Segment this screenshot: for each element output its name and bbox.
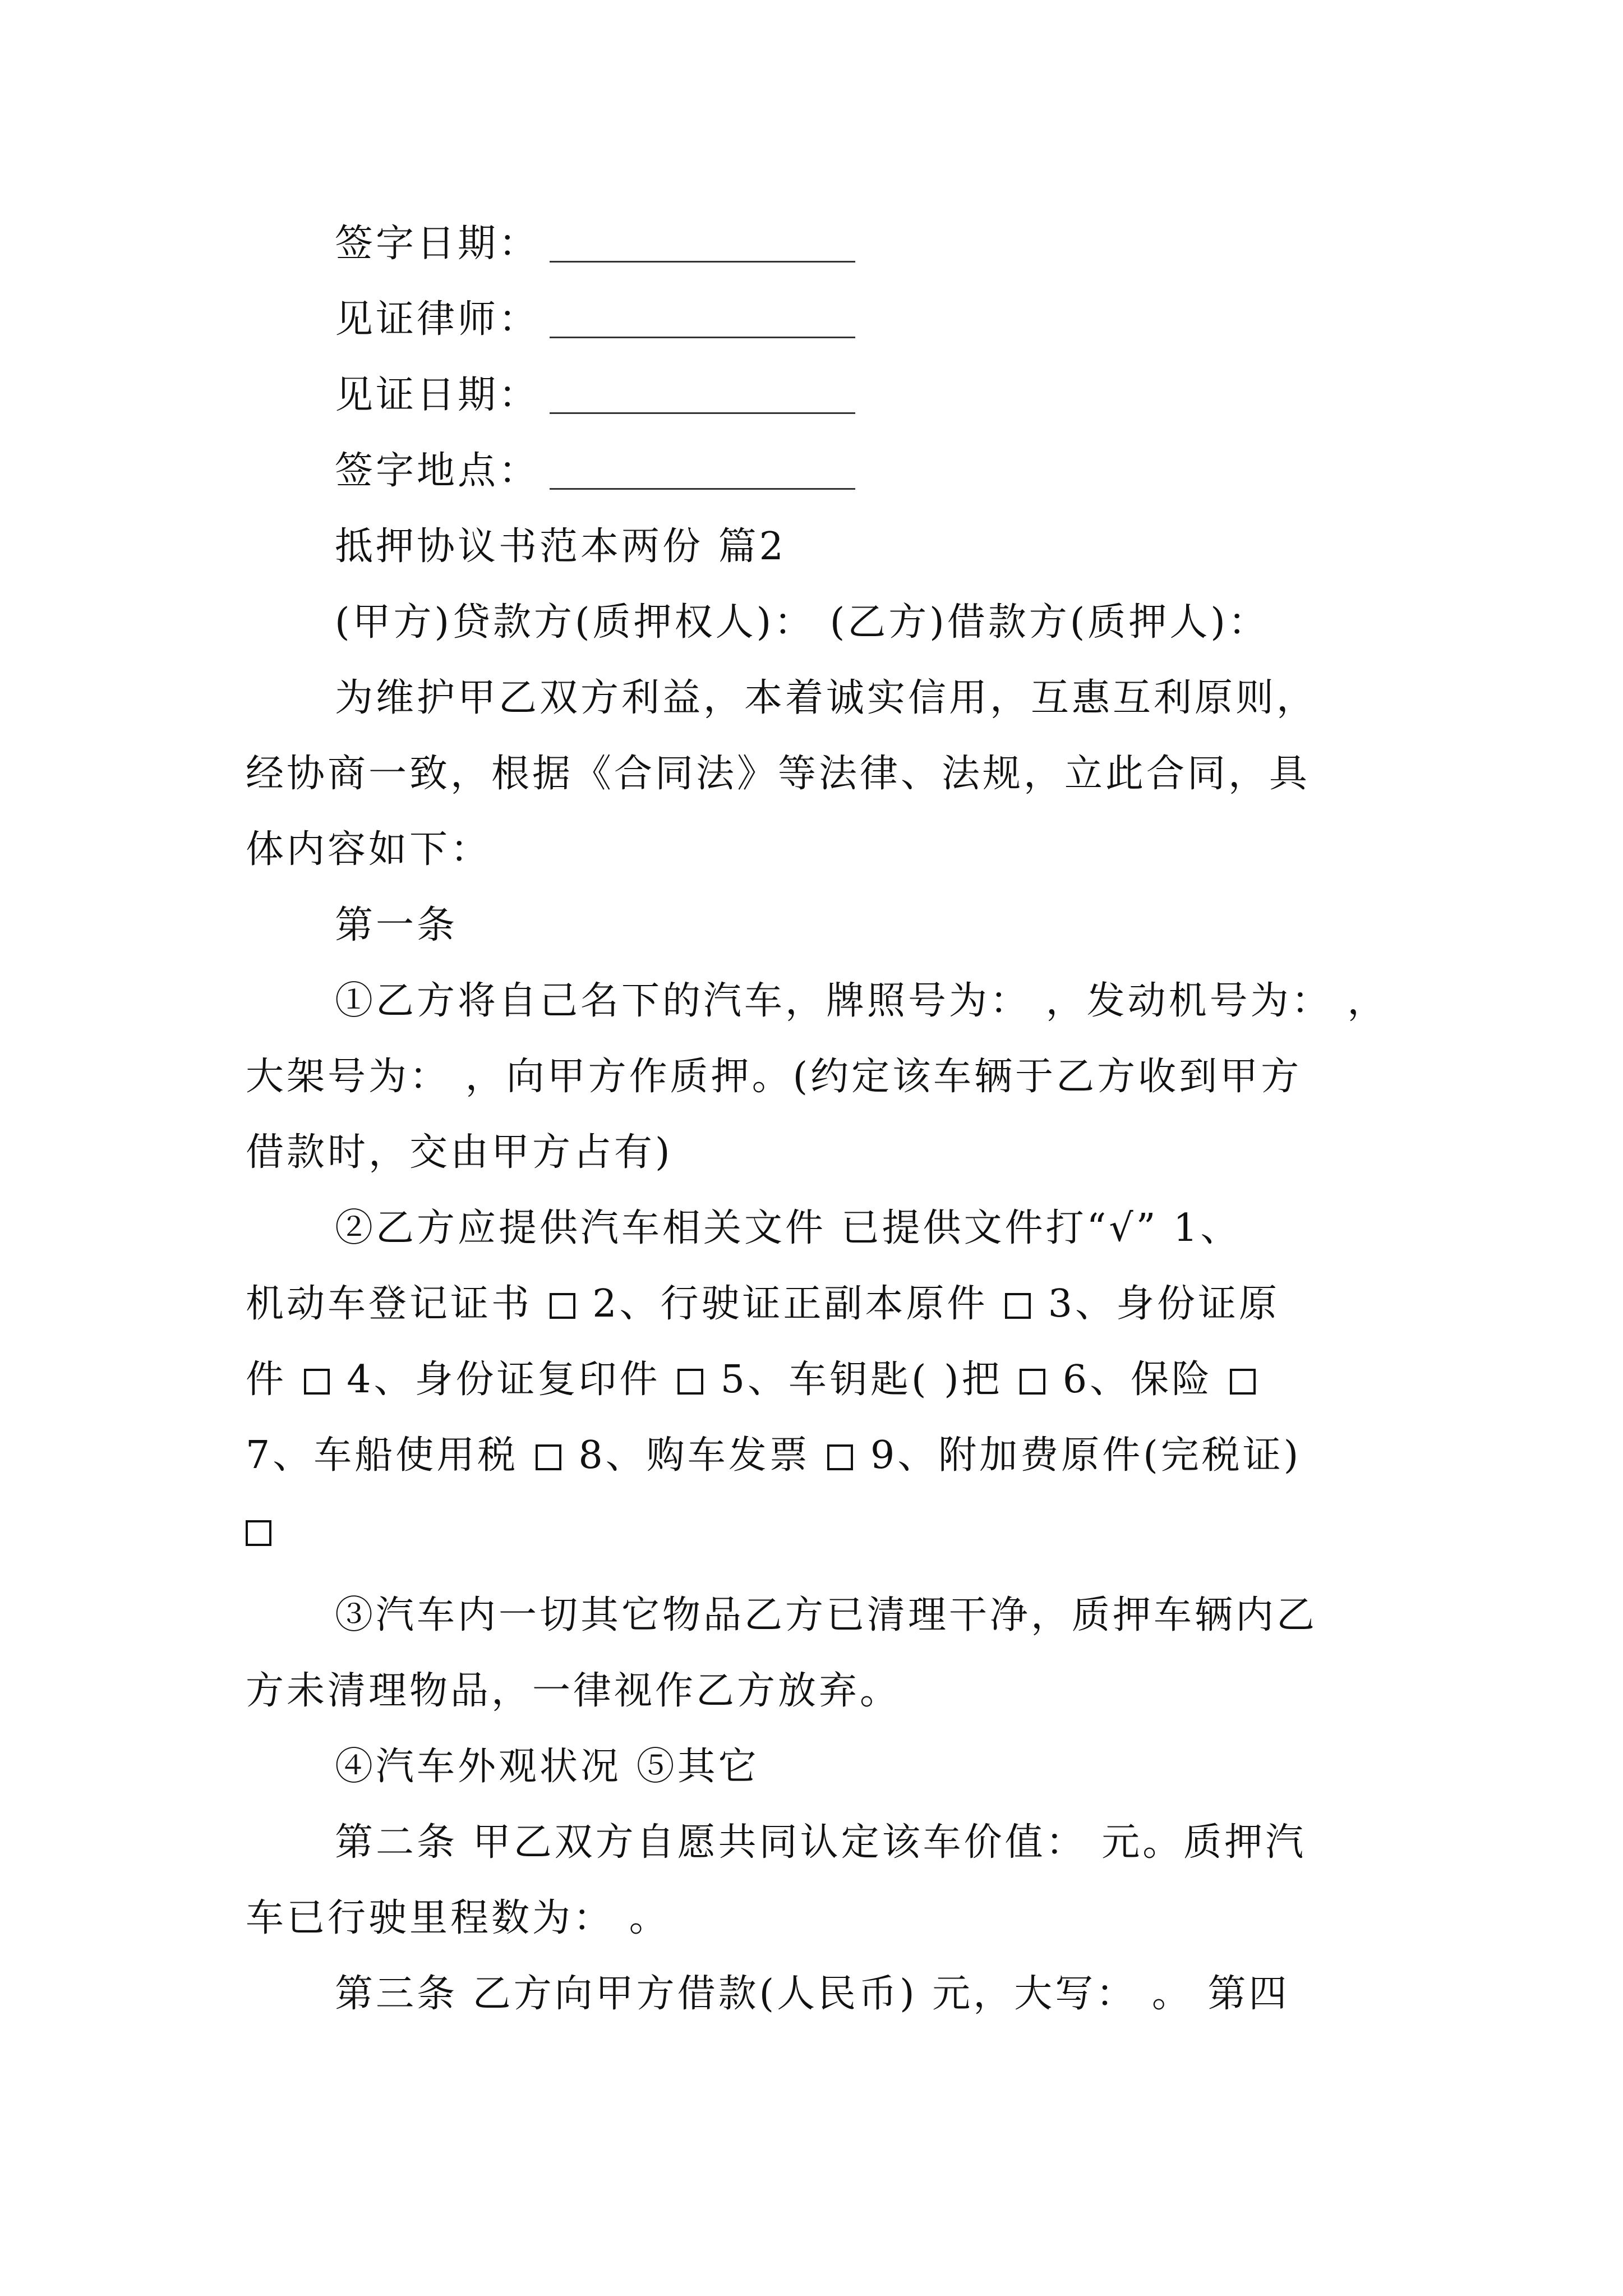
intro-line-2: 经协商一致，根据《合同法》等法律、法规，立此合同，具 [246, 752, 1311, 796]
signing-place-label: 签字地点： [335, 449, 540, 493]
parties-line: (甲方)贷款方(质押权人)： (乙方)借款方(质押人)： [335, 600, 1269, 645]
doc-id-copy-label: 4、身份证复印件 [331, 1358, 676, 1402]
checkbox-5[interactable] [1020, 1369, 1045, 1395]
checkbox-8[interactable] [827, 1444, 853, 1470]
doc-id-label: 3、身份证原 [1033, 1282, 1280, 1326]
article-2-line-1: 第二条 甲乙双方自愿共同认定该车价值： 元。质押汽 [335, 1820, 1307, 1865]
doc-tax-label: 7、车船使用税 [246, 1433, 533, 1478]
checkbox-1[interactable] [550, 1293, 575, 1319]
checkbox-4[interactable] [677, 1369, 703, 1395]
signing-date-blank [550, 261, 855, 263]
article-2-line-2: 车已行驶里程数为： 。 [246, 1896, 670, 1940]
item-2-line-4 [246, 1433, 1301, 1478]
checkbox-9[interactable] [246, 1520, 271, 1546]
intro-line-3: 体内容如下： [246, 827, 492, 872]
items-4-5-line: ④汽车外观状况 ⑤其它 [335, 1745, 759, 1789]
witness-date-label: 见证日期： [335, 373, 540, 417]
section-title: 抵押协议书范本两份 篇2 [335, 524, 786, 569]
item-1-line-3: 借款时，交由甲方占有) [246, 1130, 673, 1175]
witness-date-blank [550, 412, 855, 414]
doc-registration-label: 机动车登记证书 [246, 1282, 547, 1326]
item-2-line-3 [246, 1358, 1258, 1402]
item-1-line-1: ①乙方将自己名下的汽车，牌照号为： ，发动机号为： ， [335, 979, 1389, 1023]
doc-id-cont-label: 件 [246, 1358, 302, 1402]
checkbox-7[interactable] [536, 1444, 561, 1470]
checkbox-2[interactable] [1005, 1293, 1031, 1319]
signing-place-blank [550, 488, 855, 490]
item-2-line-1: ②乙方应提供汽车相关文件 已提供文件打“√” 1、 [335, 1206, 1242, 1250]
article-1-title: 第一条 [335, 903, 458, 947]
checkbox-3[interactable] [304, 1369, 330, 1395]
witness-lawyer-blank [550, 337, 855, 338]
item-2-line-5 [246, 1509, 274, 1554]
doc-surcharge-label: 9、附加费原件(完税证) [855, 1433, 1302, 1478]
item-2-line-2 [246, 1282, 1280, 1327]
doc-license-label: 2、行驶证正副本原件 [577, 1282, 1003, 1326]
article-3-line: 第三条 乙方向甲方借款(人民币) 元，大写： 。 第四 [335, 1972, 1290, 2016]
checkbox-6[interactable] [1230, 1369, 1256, 1395]
item-3-line-1: ③汽车内一切其它物品乙方已清理干净，质押车辆内乙 [335, 1593, 1318, 1637]
witness-lawyer-label: 见证律师： [335, 297, 540, 342]
intro-line-1: 为维护甲乙双方利益，本着诚实信用，互惠互利原则， [335, 676, 1318, 720]
signing-date-label: 签字日期： [335, 222, 540, 266]
doc-keys-label: 5、车钥匙( )把 [706, 1358, 1018, 1402]
item-1-line-2: 大架号为： ，向甲方作质押。(约定该车辆于乙方收到甲方 [246, 1055, 1302, 1099]
doc-insurance-label: 6、保险 [1048, 1358, 1228, 1402]
item-3-line-2: 方未清理物品，一律视作乙方放弃。 [246, 1669, 901, 1713]
doc-invoice-label: 8、购车发票 [563, 1433, 826, 1478]
